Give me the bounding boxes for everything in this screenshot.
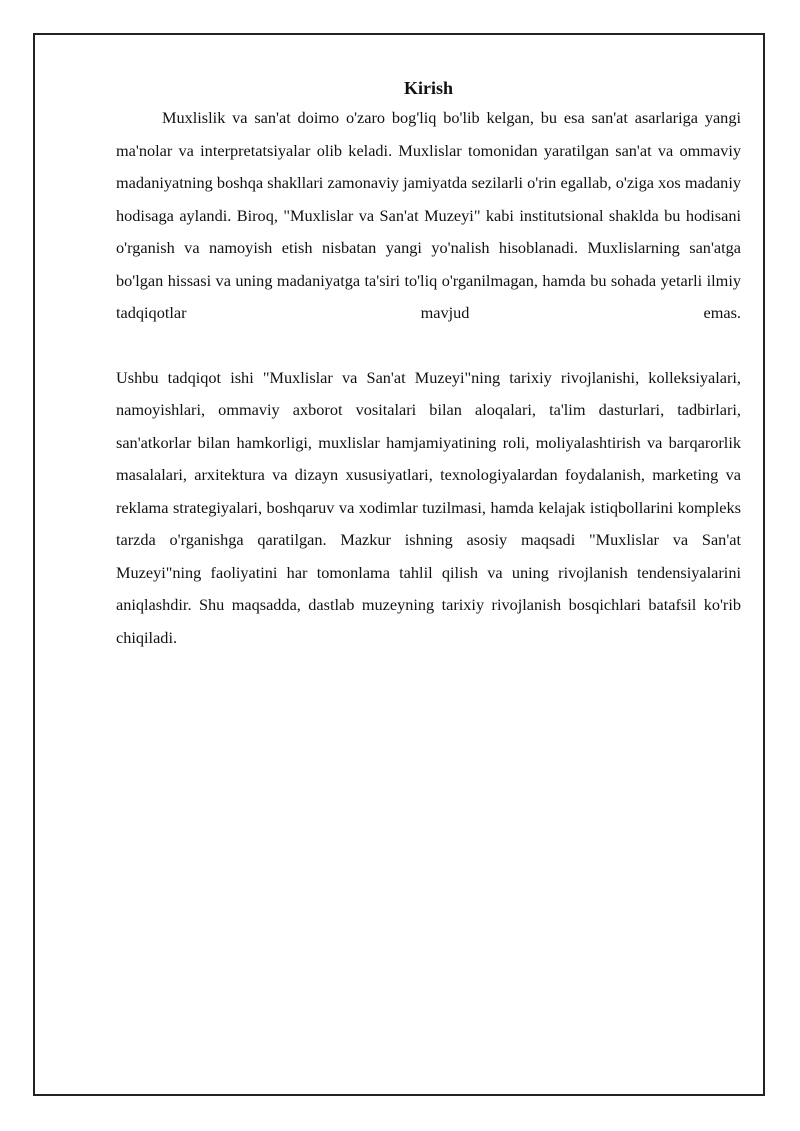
intro-paragraph: Muxlislik va san'at doimo o'zaro bog'liq bo'lib kelgan, bu esa san'at asarlariga yangi ma'nolar va interpretatsiyalar olib keladi. Muxlislar tomonidan yaratilgan san'at va ommaviy madaniyatning boshqa shakllari zamonaviy jamiyatda sezilarli o'rin egallab, o'ziga xos madaniy hodisaga aylandi. Biroq, "Muxlislar va San'at Muzeyi" kabi institutsional shaklda bu hodisani o'rganish va namoyish etish nisbatan yangi yo'nalish hisoblanadi. Muxlislarning san'atga bo'lgan hissasi va uning madaniyatga ta'siri to'liq o'rganilmagan, hamda bu sohada yetarli ilmiy tadqiqotlar mavjud emas. [116,108,741,322]
document-body [116,76,741,654]
paragraph-spacer [116,330,741,362]
document-title: Kirish [403,78,453,98]
research-paragraph: Ushbu tadqiqot ishi "Muxlislar va San'at Muzeyi"ning tarixiy rivojlanishi, kolleksiyalari, namoyishlari, ommaviy axborot vositalari bilan aloqalari, ta'lim dasturlari, tadbirlari, san'atkorlar bilan hamkorligi, muxlislar hamjamiyatining roli, moliyalashtirish va barqarorlik masalalari, arxitektura va dizayn xususiyatlari, texnologiyalardan foydalanish, marketing va reklama strategiyalari, boshqaruv va xodimlar tuzilmasi, hamda kelajak istiqbollarini kompleks tarzda o'rganishga qaratilgan. Mazkur ishning asosiy maqsadi "Muxlislar va San'at Muzeyi"ning faoliyatini har tomonlama tahlil qilish va uning rivojlanish tendensiyalarini aniqlashdir. Shu maqsadda, dastlab muzeyning tarixiy rivojlanish bosqichlari batafsil ko'rib chiqiladi. [116,367,741,647]
